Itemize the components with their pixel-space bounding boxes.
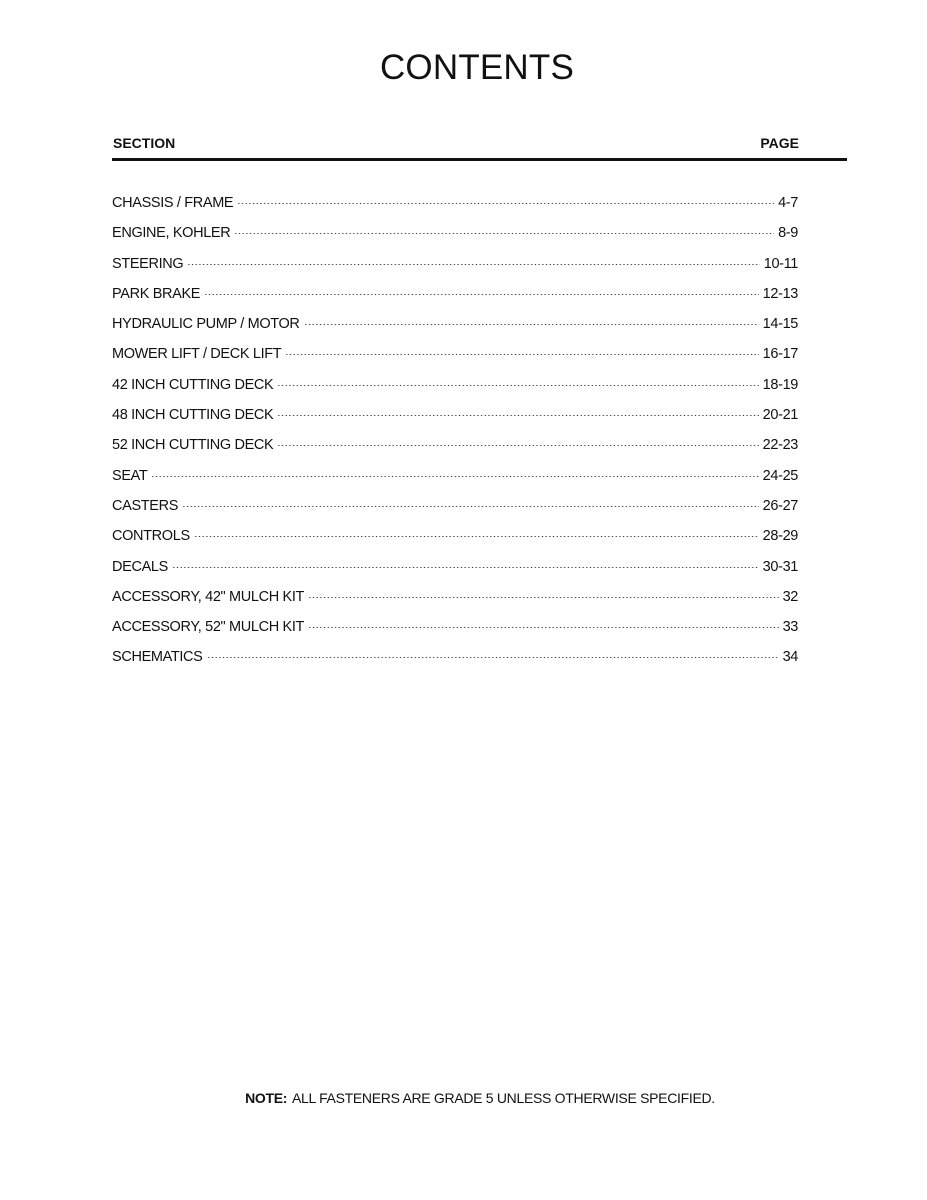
dot-leader — [204, 294, 759, 295]
toc-entry-mower-lift-deck-lift[interactable] — [112, 346, 798, 376]
toc-entry-hydraulic-pump-motor[interactable] — [112, 316, 798, 346]
toc-entry-title: MOWER LIFT / DECK LIFT — [112, 346, 282, 363]
dot-leader — [207, 657, 779, 658]
toc-entry-title: PARK BRAKE — [112, 285, 201, 302]
dot-leader — [285, 354, 758, 355]
dot-leader — [172, 567, 759, 568]
toc-entry-page: 33 — [782, 619, 798, 636]
toc-entry-page: 30-31 — [762, 558, 798, 575]
toc-entry-52-inch-cutting-deck[interactable] — [112, 437, 798, 467]
toc-entry-title: 52 INCH CUTTING DECK — [112, 437, 274, 454]
toc-entry-title: CONTROLS — [112, 528, 190, 545]
dot-leader — [182, 506, 759, 507]
dot-leader — [308, 597, 779, 598]
section-column-header: SECTION — [113, 135, 176, 151]
toc-entry-page: 22-23 — [762, 437, 798, 454]
page-column-header: PAGE — [760, 135, 799, 151]
toc-entry-page: 32 — [782, 588, 798, 605]
toc-entry-page: 10-11 — [763, 255, 798, 272]
table-of-contents — [112, 195, 798, 680]
toc-entry-page: 8-9 — [778, 225, 798, 242]
dot-leader — [277, 385, 758, 386]
toc-entry-steering[interactable] — [112, 256, 798, 286]
toc-entry-page: 18-19 — [762, 376, 798, 393]
toc-entry-title: SEAT — [112, 467, 148, 484]
dot-leader — [234, 233, 774, 234]
dot-leader — [304, 324, 759, 325]
page-title: CONTENTS — [379, 48, 575, 87]
toc-entry-title: CHASSIS / FRAME — [112, 195, 234, 211]
toc-entry-accessory-42-mulch-kit[interactable] — [112, 589, 798, 619]
note-text: ALL FASTENERS ARE GRADE 5 UNLESS OTHERWISE SPECIFIED. — [292, 1090, 715, 1106]
toc-entry-decals[interactable] — [112, 559, 798, 589]
toc-entry-title: ACCESSORY, 52" MULCH KIT — [112, 619, 305, 636]
toc-entry-seat[interactable] — [112, 468, 798, 498]
dot-leader — [308, 627, 779, 628]
dot-leader — [277, 445, 758, 446]
dot-leader — [277, 415, 758, 416]
toc-entry-page: 14-15 — [762, 316, 798, 333]
toc-entry-page: 24-25 — [762, 467, 798, 484]
toc-entry-title: DECALS — [112, 558, 168, 575]
toc-header — [112, 134, 847, 161]
toc-entry-page: 28-29 — [762, 528, 798, 545]
toc-entry-title: STEERING — [112, 255, 184, 272]
toc-entry-engine-kohler[interactable] — [112, 225, 798, 255]
dot-leader — [194, 536, 759, 537]
toc-entry-page: 26-27 — [762, 497, 798, 514]
toc-entry-chassis-frame[interactable] — [112, 195, 798, 225]
toc-entry-title: ENGINE, KOHLER — [112, 225, 231, 242]
toc-entry-casters[interactable] — [112, 498, 798, 528]
fastener-note — [0, 1090, 927, 1106]
toc-entry-page: 34 — [782, 649, 798, 666]
toc-entry-title: 48 INCH CUTTING DECK — [112, 407, 274, 424]
toc-entry-accessory-52-mulch-kit[interactable] — [112, 619, 798, 649]
toc-entry-page: 20-21 — [762, 407, 798, 424]
dot-leader — [151, 476, 758, 477]
toc-entry-page: 4-7 — [778, 195, 798, 211]
toc-entry-title: HYDRAULIC PUMP / MOTOR — [112, 316, 300, 333]
toc-entry-title: SCHEMATICS — [112, 649, 203, 666]
toc-entry-title: ACCESSORY, 42" MULCH KIT — [112, 588, 305, 605]
toc-entry-schematics[interactable] — [112, 649, 798, 679]
toc-entry-controls[interactable] — [112, 528, 798, 558]
dot-leader — [187, 264, 759, 265]
dot-leader — [237, 203, 774, 204]
toc-entry-42-inch-cutting-deck[interactable] — [112, 377, 798, 407]
toc-entry-page: 16-17 — [762, 346, 798, 363]
toc-entry-park-brake[interactable] — [112, 286, 798, 316]
toc-entry-title: CASTERS — [112, 497, 179, 514]
toc-entry-title: 42 INCH CUTTING DECK — [112, 376, 274, 393]
note-label: NOTE: — [245, 1090, 288, 1106]
toc-entry-page: 12-13 — [762, 285, 798, 302]
toc-entry-48-inch-cutting-deck[interactable] — [112, 407, 798, 437]
